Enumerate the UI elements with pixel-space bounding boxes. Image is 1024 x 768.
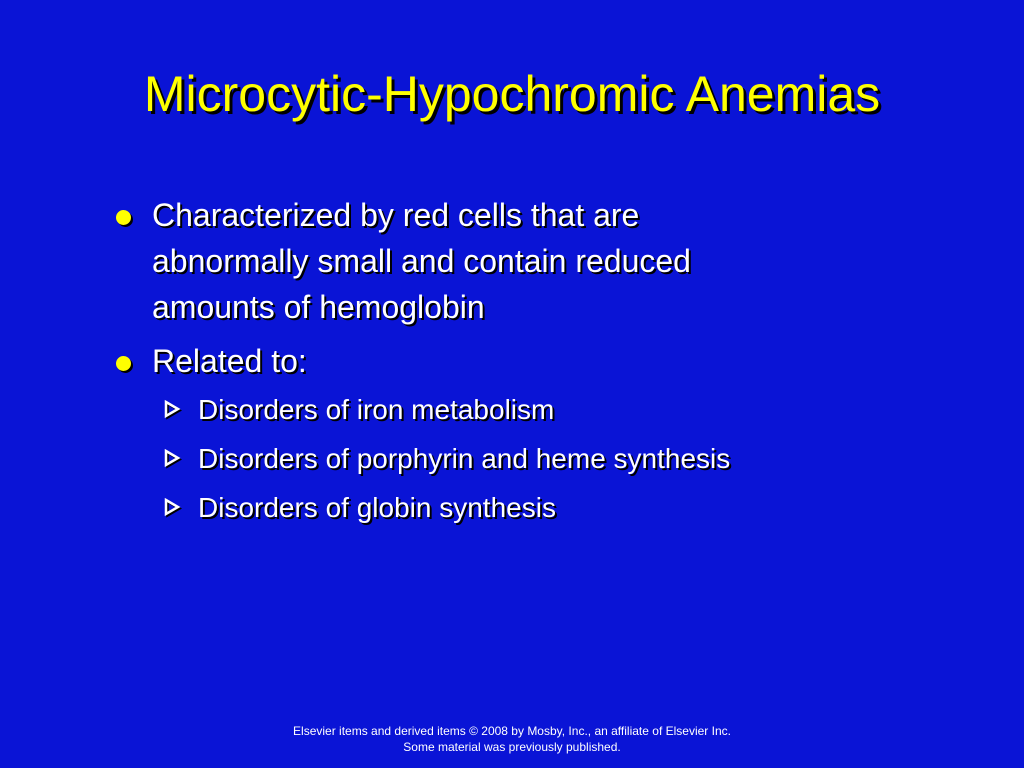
footer-line-2: Some material was previously published.	[403, 740, 621, 754]
yellow-dot-icon	[116, 210, 131, 225]
slide-body	[112, 192, 872, 537]
arrow-right-icon	[164, 398, 184, 420]
sub-bullet-list	[164, 390, 872, 528]
sub-bullet-item-1	[164, 390, 872, 430]
sub-bullet-text-1: Disorders of iron metabolism	[198, 394, 555, 425]
arrow-right-icon	[164, 447, 184, 469]
bullet-item-1	[112, 192, 872, 330]
sub-bullet-text-3: Disorders of globin synthesis	[198, 492, 556, 523]
sub-bullet-text-2: Disorders of porphyrin and heme synthesis	[198, 443, 731, 474]
footer-line-1: Elsevier items and derived items © 2008 by Mosby, Inc., an affiliate of Elsevier Inc.	[293, 724, 731, 738]
bullet-text-2: Related to:	[152, 343, 307, 379]
sub-bullet-item-2	[164, 439, 872, 479]
copyright-footer	[0, 723, 1024, 755]
slide-title: Microcytic-Hypochromic Anemias	[143, 66, 881, 122]
bullet-item-2	[112, 338, 872, 384]
bullet-text-1: Characterized by red cells that are abnormally small and contain reduced amounts of hemoglobin	[152, 197, 691, 325]
arrow-right-icon	[164, 496, 184, 518]
yellow-dot-icon	[116, 356, 131, 371]
sub-bullet-item-3	[164, 488, 872, 528]
